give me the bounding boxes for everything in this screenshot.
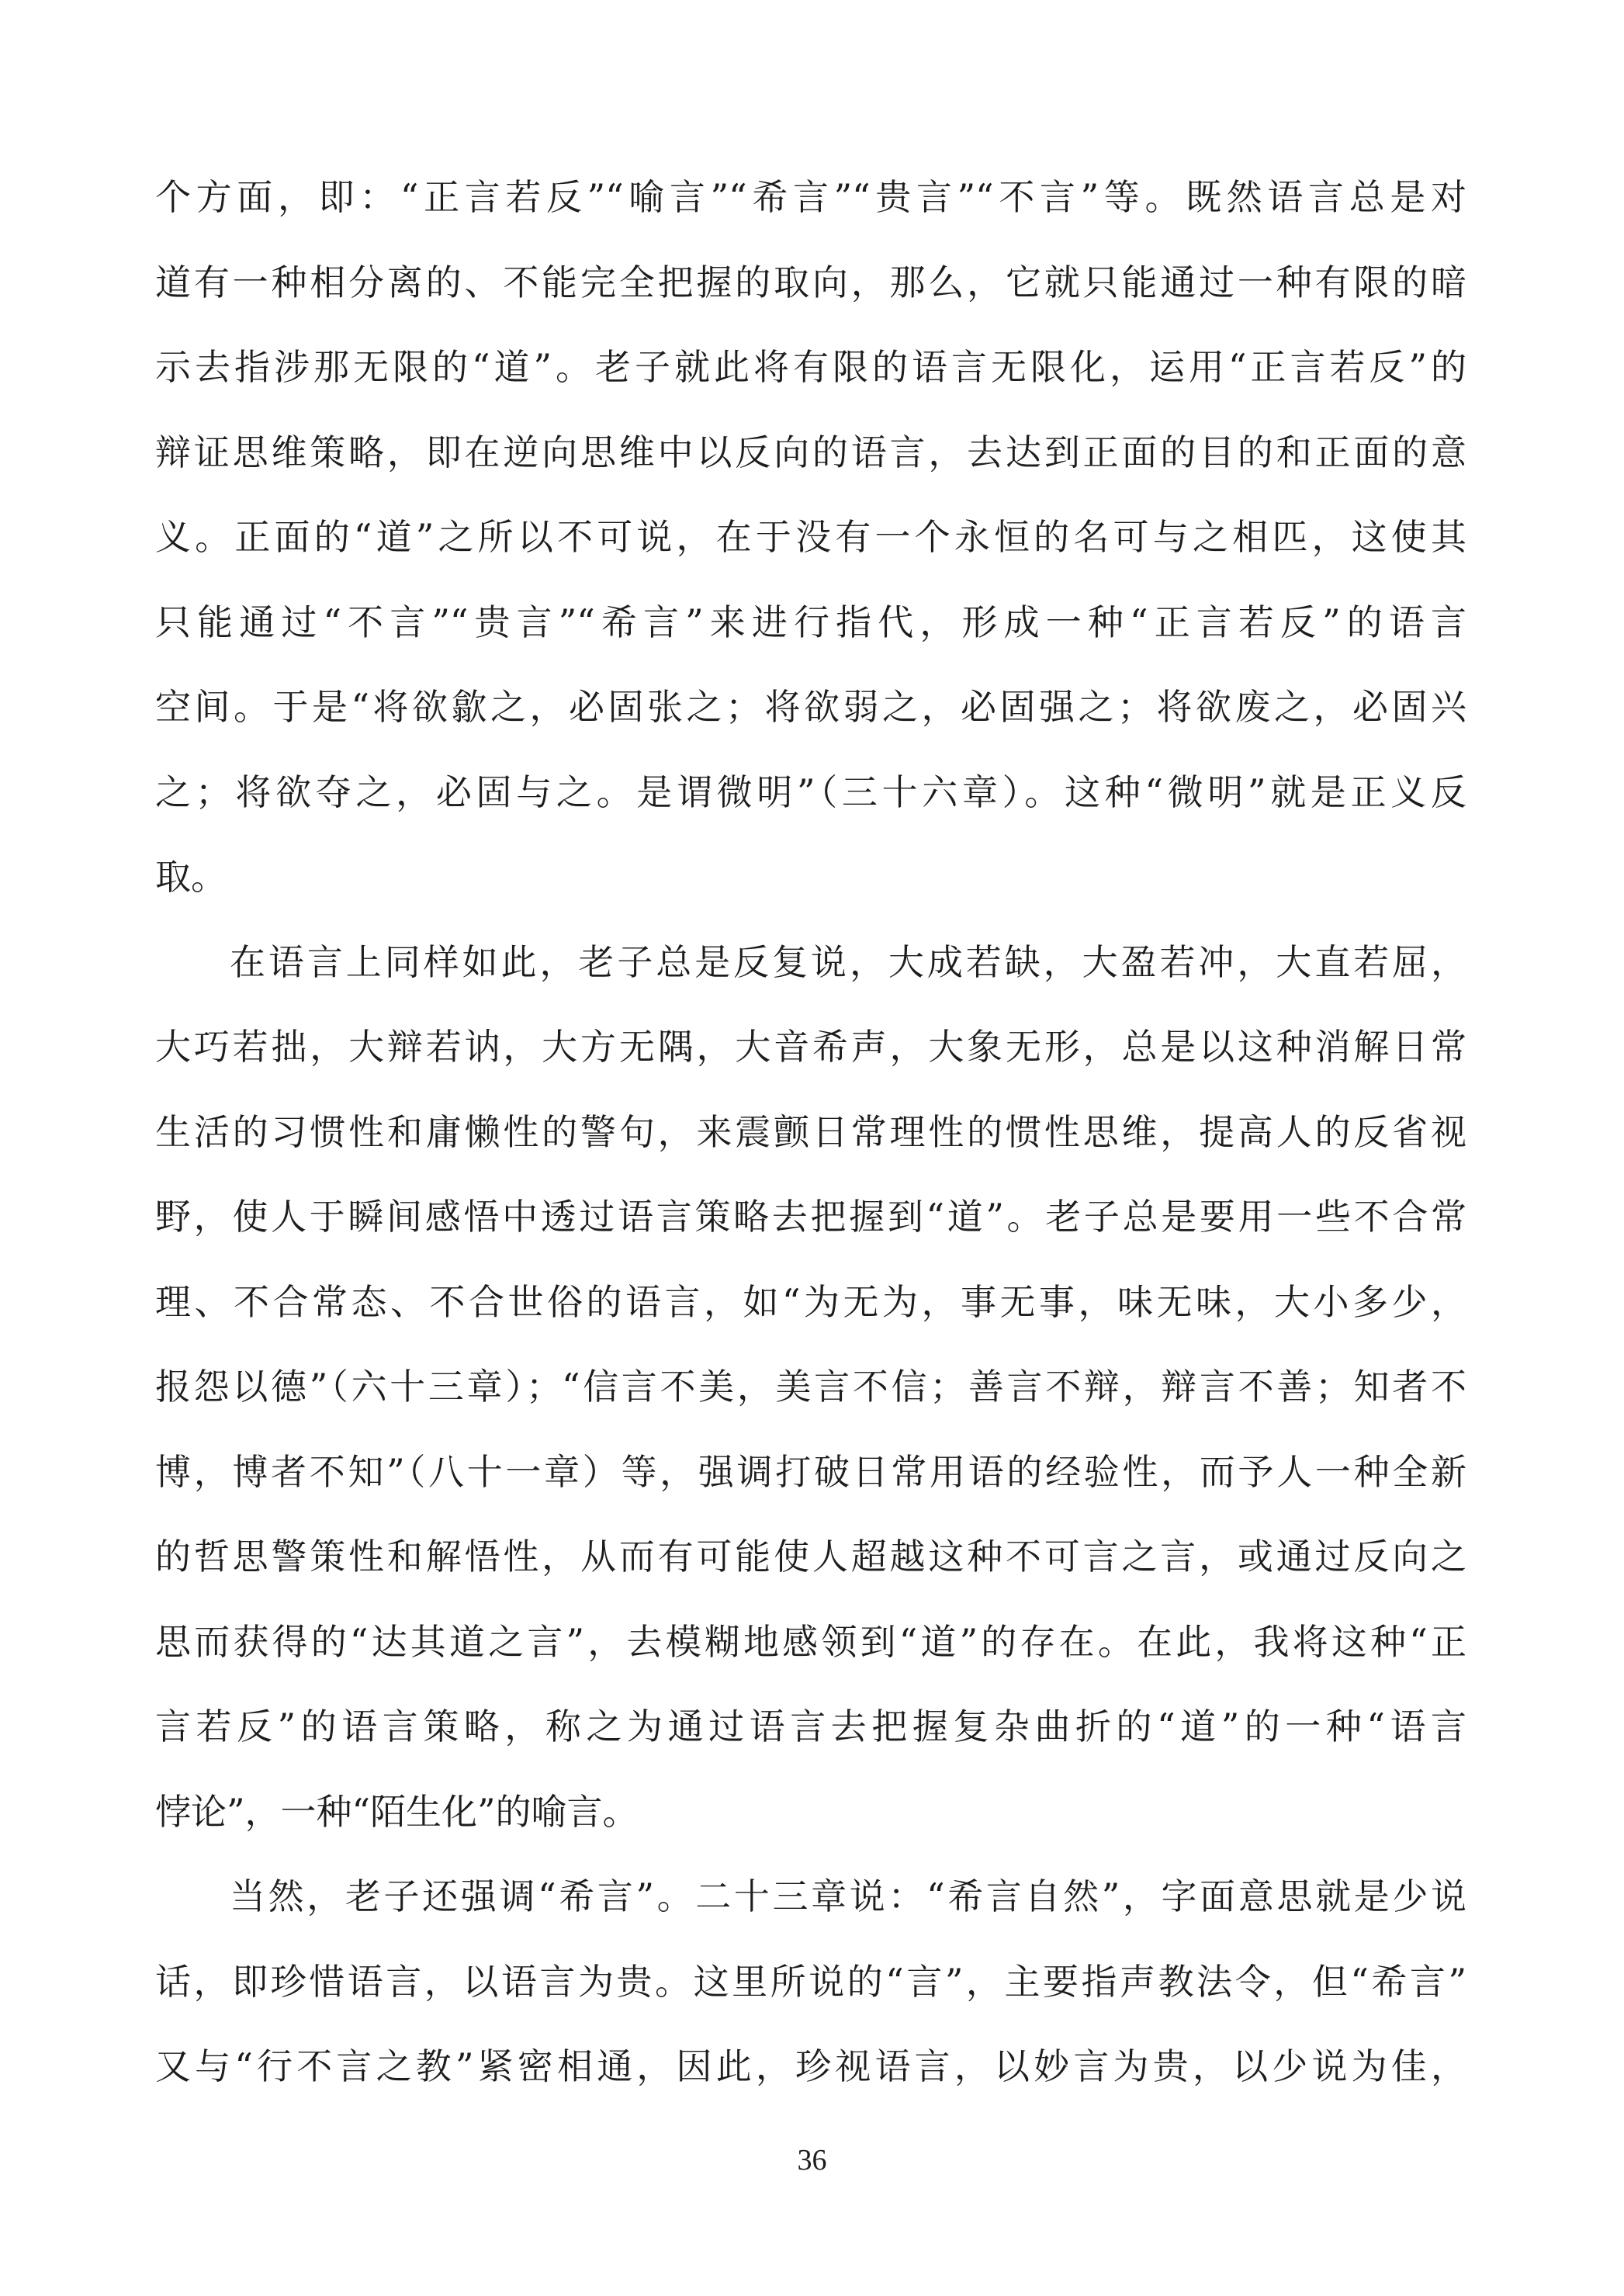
text-line: 义。正面的“道”之所以不可说，在于没有一个永恒的名可与之相匹，这使其 [155, 516, 1466, 558]
text-line: 示去指涉那无限的“道”。老子就此将有限的语言无限化，运用“正言若反”的 [155, 346, 1466, 388]
text-line: 道有一种相分离的、不能完全把握的取向，那么，它就只能通过一种有限的暗 [155, 261, 1466, 303]
text-line: 又与“行不言之教”紧密相通，因此，珍视语言，以妙言为贵，以少说为佳， [155, 2045, 1466, 2087]
text-line: 的哲思警策性和解悟性，从而有可能使人超越这种不可言之言，或通过反向之 [155, 1536, 1466, 1577]
text-line: 当然，老子还强调“希言”。二十三章说：“希言自然”，字面意思就是少说 [230, 1875, 1466, 1917]
text-line: 在语言上同样如此，老子总是反复说，大成若缺，大盈若冲，大直若屈， [230, 940, 1466, 983]
page-number: 36 [797, 2144, 827, 2177]
text-line: 生活的习惯性和庸懒性的警句，来震颤日常理性的惯性思维，提高人的反省视 [155, 1110, 1466, 1153]
body-text [155, 164, 1466, 2119]
text-line: 话，即珍惜语言，以语言为贵。这里所说的“言”，主要指声教法令，但“希言” [155, 1960, 1466, 2003]
text-line: 个方面，即：“正言若反”“喻言”“希言”“贵言”“不言”等。既然语言总是对 [155, 176, 1466, 218]
text-line: 博，博者不知”（八十一章）等，强调打破日常用语的经验性，而予人一种全新 [155, 1450, 1466, 1493]
text-line: 空间。于是“将欲歙之，必固张之；将欲弱之，必固强之；将欲废之，必固兴 [155, 686, 1466, 728]
text-line: 言若反”的语言策略，称之为通过语言去把握复杂曲折的“道”的一种“语言 [155, 1706, 1466, 1747]
text-line: 只能通过“不言”“贵言”“希言”来进行指代，形成一种“正言若反”的语言 [155, 601, 1466, 643]
text-line: 辩证思维策略，即在逆向思维中以反向的语言，去达到正面的目的和正面的意 [155, 431, 1466, 473]
text-line: 大巧若拙，大辩若讷，大方无隅，大音希声，大象无形，总是以这种消解日常 [155, 1026, 1466, 1068]
text-line: 野，使人于瞬间感悟中透过语言策略去把握到“道”。老子总是要用一些不合常 [155, 1196, 1466, 1238]
text-line: 取。 [155, 856, 227, 898]
text-line: 之；将欲夺之，必固与之。是谓微明”（三十六章）。这种“微明”就是正义反 [155, 771, 1466, 813]
text-line: 理、不合常态、不合世俗的语言，如“为无为，事无事，味无味，大小多少， [155, 1280, 1466, 1323]
text-line: 报怨以德”（六十三章）；“信言不美，美言不信；善言不辩，辩言不善；知者不 [155, 1366, 1466, 1408]
text-line: 悖论”，一种“陌生化”的喻言。 [155, 1790, 639, 1833]
text-line: 思而获得的“达其道之言”，去模糊地感领到“道”的存在。在此，我将这种“正 [155, 1620, 1466, 1663]
